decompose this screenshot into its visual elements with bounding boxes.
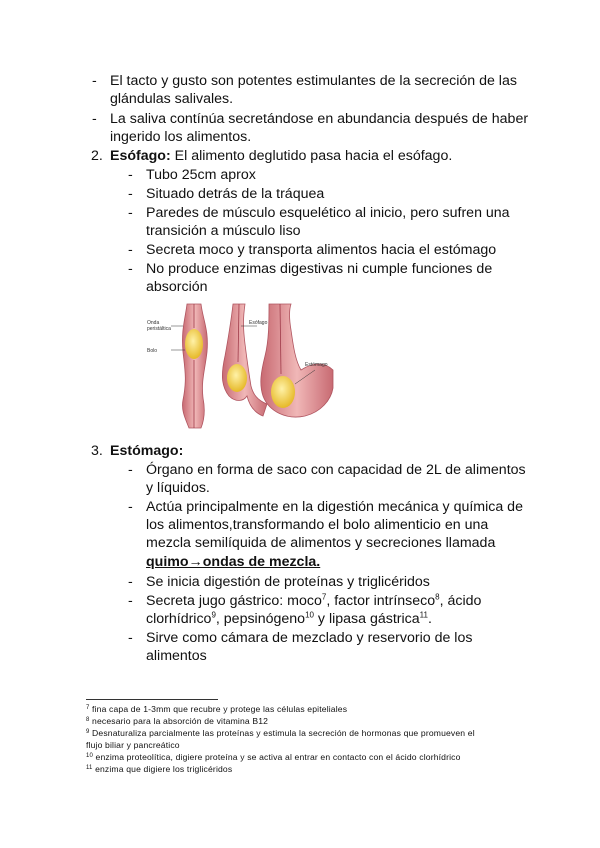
bullet-dash: - (92, 111, 97, 127)
esophagus-tube-1 (182, 304, 207, 428)
footnote-number: 8 (86, 717, 90, 723)
bullet-dash: - (128, 574, 133, 590)
text-run: . (427, 611, 432, 627)
section-heading-esofago (110, 147, 452, 165)
footnote-text: Desnaturaliza parcialmente las proteínas y estimula la secreción de hormonas que promueven el (89, 728, 475, 738)
bullet-dash: - (128, 462, 133, 478)
esophagus-peristalsis-illustration (145, 300, 335, 432)
section-number: 2. (91, 148, 103, 164)
bullet-text: Tubo 25cm aprox (146, 167, 256, 183)
bullet-text: transición a músculo liso (146, 223, 301, 239)
bullet-dash: - (128, 593, 133, 609)
bullet-text: Situado detrás de la tráquea (146, 186, 325, 202)
bolus-3 (271, 376, 295, 408)
footnote (86, 740, 180, 751)
footnote-ref: 8 (435, 592, 440, 602)
bullet-text-jugo-gastrico-cont (146, 610, 432, 628)
bullet-text: glándulas salivales. (110, 91, 234, 107)
bolus-1 (185, 329, 203, 359)
footnote-text: necesario para la absorción de vitamina B12 (89, 716, 269, 726)
section-title: Esófago: (110, 148, 171, 164)
bullet-text: Paredes de músculo esquelético al inicio, pero sufren una (146, 205, 510, 221)
bullet-text: Sirve como cámara de mezclado y reservorio de los (146, 630, 473, 646)
text-run: , pepsinógeno (215, 611, 306, 627)
footnote-ref: 9 (211, 610, 216, 620)
bolus-2 (227, 364, 247, 392)
footnote-ref: 10 (305, 610, 314, 620)
figure-label-peristaltica: peristáltica (147, 326, 171, 332)
section-title (110, 442, 183, 460)
footnote-text: enzima proteolítica, digiere proteína y se activa al entrar en contacto con el ácido clorhídrico (92, 752, 461, 762)
bullet-text: Órgano en forma de saco con capacidad de 2L de alimentos (146, 462, 526, 478)
footnote (86, 728, 475, 739)
text-run: , ácido (439, 593, 482, 609)
footnote-text: enzima que digiere los triglicéridos (92, 764, 233, 774)
footnote-ref: 11 (419, 610, 428, 620)
bullet-dash: - (128, 186, 133, 202)
bullet-dash: - (128, 242, 133, 258)
bullet-dash: - (128, 499, 133, 515)
section-number: 3. (91, 443, 103, 459)
bullet-dash: - (92, 73, 97, 89)
bullet-dash: - (128, 261, 133, 277)
figure-label-esofago: Esófago (249, 320, 268, 326)
figure-label-bolo: Bolo (147, 348, 158, 354)
bullet-text: La saliva contínúa secretándose en abundancia después de haber (110, 111, 529, 127)
bullet-text: No produce enzimas digestivas ni cumple funciones de (146, 261, 493, 277)
bullet-text: Se inicia digestión de proteínas y triglicéridos (146, 574, 430, 590)
bullet-dash: - (128, 205, 133, 221)
bullet-text-jugo-gastrico (146, 592, 481, 610)
text-run: y lipasa gástrica (313, 611, 420, 627)
section-title-text: Estómago: (110, 443, 184, 459)
bullet-text: absorción (146, 279, 208, 295)
footnote-number: 7 (86, 705, 90, 711)
bullet-text: y líquidos. (146, 480, 210, 496)
bullet-dash: - (128, 630, 133, 646)
section-intro-text: El alimento deglutido pasa hacia el esófago. (170, 148, 453, 164)
figure-label-onda: Onda (147, 320, 160, 326)
text-run: clorhídrico (146, 611, 212, 627)
bullet-text: ingerido los alimentos. (110, 129, 252, 145)
esophagus-tube-3-stomach (261, 304, 333, 417)
footnote-number: 10 (86, 753, 93, 759)
footnote (86, 716, 268, 727)
footnote-separator (86, 699, 218, 700)
text-run: , factor intrínseco (326, 593, 436, 609)
footnote-number: 9 (86, 729, 90, 735)
bullet-text: Actúa principalmente en la digestión mecánica y química de (146, 499, 523, 515)
bullet-text: mezcla semilíquida de alimentos y secreciones llamada (146, 535, 496, 551)
bullet-text: los alimentos,transformando el bolo alimenticio en una (146, 517, 489, 533)
bullet-text: Secreta moco y transporta alimentos hacia el estómago (146, 242, 497, 258)
footnote (86, 704, 347, 715)
quimo-term: quimo→ondas de mezcla. (146, 554, 321, 570)
footnote-text: flujo biliar y pancreático (86, 740, 180, 750)
footnote-text: fina capa de 1-3mm que recubre y protege las células epiteliales (89, 704, 348, 714)
text-run: Secreta jugo gástrico: moco (146, 593, 322, 609)
footnote-ref: 7 (321, 592, 327, 602)
figure-label-estomago: Estómago (305, 362, 328, 368)
bullet-dash: - (128, 167, 133, 183)
bullet-text: alimentos (146, 648, 207, 664)
footnote (86, 752, 461, 763)
footnote (86, 764, 232, 775)
footnote-number: 11 (86, 765, 93, 771)
bullet-text: El tacto y gusto son potentes estimulantes de la secreción de las (110, 73, 517, 89)
